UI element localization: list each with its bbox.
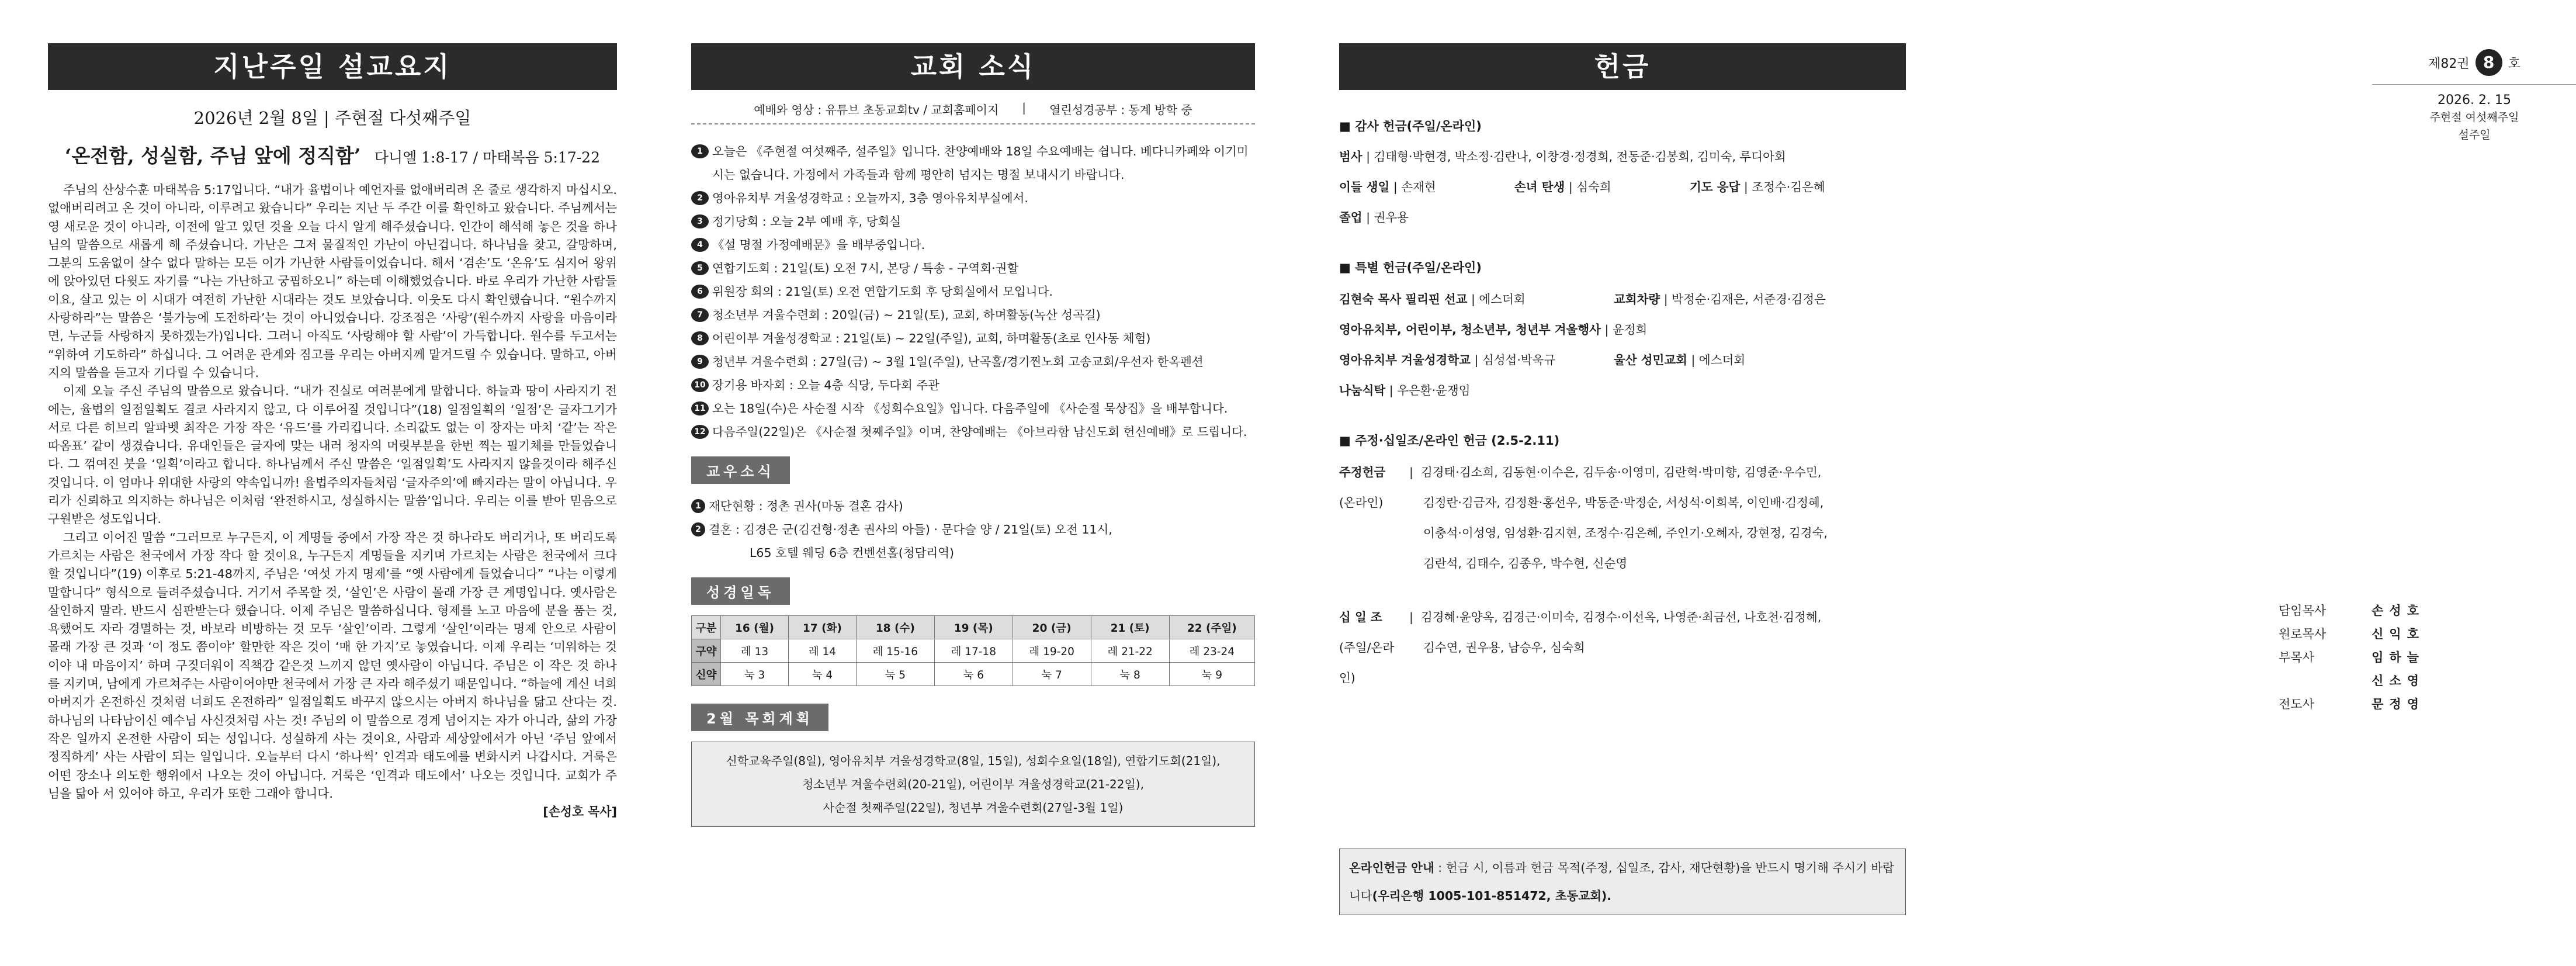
- news-item: [691, 303, 1255, 327]
- news-number-badge: 10: [691, 378, 709, 392]
- thanks-offering-title: ■ 감사 헌금(주일/온라인): [1339, 119, 1482, 133]
- staff-row: [2279, 669, 2425, 693]
- news-number-badge: 12: [691, 425, 709, 439]
- news-text: 영아유치부 겨울성경학교 : 오늘까지, 3층 영아유치부실에서.: [712, 191, 1028, 205]
- news-number-badge: 2: [691, 522, 705, 536]
- table-row-header: 신약: [692, 663, 721, 686]
- weekly-offering-sublabel: (온라인): [1339, 496, 1384, 510]
- news-text: 연합기도회 : 21일(토) 오전 7시, 본당 / 특송 - 구역회·권할: [712, 261, 1019, 275]
- news-sub-right: 열린성경공부 : 동계 방학 중: [1049, 103, 1192, 117]
- table-cell: 눅 9: [1169, 663, 1254, 686]
- table-cell: 레 15-16: [856, 639, 934, 663]
- staff-name: 신익호: [2372, 627, 2425, 641]
- sermon-paragraph: 이제 오늘 주신 주님의 말씀으로 왔습니다. “내가 진실로 여러분에게 말합니다. 하늘과 땅이 사라지기 전에는, 율법의 일점일획도 결코 사라지지 않고, 다 이루어질 것입니다”(18) 일점일획의 ‘일점’은 글자그기가 서로 다른 히브리 알파벳 최작은 가장 작은 ‘유드’를 가리킵니다. 소리값도 없는 이 장자는 마치 ‘같’는 작은따옴표’ 같이 생겼습니다. 유대인들은 글자에 맞는 내러 청자의 머릿부분을 한번 찍는 필기체를 만들었습니다. 그 꺾여진 붓을 ‘일획’이라고 합니다. 하나님께서 주신 말씀은 ‘일점일획’도 사라지지 않을것이라 해주신 것입니다. 이 엄마나 위대한 사랑의 약속입니까! 율법주의자들처럼 ‘글자주의’에 빠지라는 말이 아닙니다. 우리가 신뢰하고 의지하는 하나님은 이처럼 ‘완전하시고, 성실하시는 말씀’입니다. 우리는 이를 받아 믿음으로 구원받은 성도입니다.: [48, 384, 617, 527]
- congregation-news-label: 교우소식: [691, 456, 790, 484]
- staff-name: 임하늘: [2372, 650, 2425, 664]
- ministry-plan-line: 청소년부 겨울수련회(20-21일), 어린이부 겨울성경학교(21-22일),: [802, 777, 1144, 791]
- table-cell: 레 17-18: [934, 639, 1013, 663]
- staff-role: 부목사: [2279, 650, 2314, 664]
- congregation-text: 결혼 : 김경은 군(김건형·정촌 권사의 아들) · 문다슬 양 / 21일(토) 오전 11시,: [709, 522, 1112, 536]
- issue-suffix: 호: [2508, 56, 2520, 71]
- table-row-header: 구약: [692, 639, 721, 663]
- sermon-signoff: [손성호 목사]: [543, 805, 617, 819]
- news-number-badge: 8: [691, 331, 709, 345]
- sermon-body: [48, 181, 617, 821]
- staff-name: 손성호: [2372, 604, 2425, 618]
- offering-value: 심성섭·박욱규: [1482, 353, 1556, 367]
- news-text: 장기용 바자회 : 오늘 4층 식당, 두다회 주관: [712, 378, 939, 392]
- staff-list: [2279, 599, 2425, 716]
- offering-value: 조정수·김은혜: [1752, 180, 1825, 194]
- staff-row: [2279, 693, 2425, 716]
- offering-value: 박정순·김재은, 서준경·김정은: [1672, 292, 1826, 306]
- news-number-badge: 1: [691, 144, 709, 158]
- offering-key: 김현숙 목사 필리핀 선교: [1339, 292, 1468, 306]
- table-cell: 눅 4: [788, 663, 856, 686]
- table-header-row: [692, 616, 1255, 639]
- liturgical-day: 주현절 여섯째주일: [2429, 111, 2519, 124]
- offering-key: 범사: [1339, 150, 1362, 164]
- masthead-column: [2279, 0, 2576, 966]
- table-header-cell: 20 (금): [1013, 616, 1091, 639]
- offering-value: 권우용: [1374, 210, 1409, 224]
- weekly-offering-line: 김경태·김소희, 김동현·이수은, 김두송·이영미, 김란혁·박미향, 김영준·우수민,: [1420, 465, 1822, 479]
- sermon-dateline: 2026년 2월 8일 | 주현절 다섯째주일: [193, 108, 471, 128]
- bible-reading-label: 성경일독: [691, 577, 790, 605]
- news-number-badge: 1: [691, 499, 705, 513]
- table-cell: 눅 7: [1013, 663, 1091, 686]
- table-header-cell: 21 (토): [1091, 616, 1169, 639]
- sermon-title-line: [48, 141, 617, 168]
- offering-column: [1339, 0, 1906, 966]
- holiday-name: 설주일: [2458, 129, 2491, 141]
- table-header-cell: 19 (목): [934, 616, 1013, 639]
- offering-row: 영아유치부, 어린이부, 청소년부, 청년부 겨울행사 | 윤정희: [1339, 323, 1648, 337]
- news-number-badge: 9: [691, 355, 709, 369]
- sermon-paragraph: 그리고 이어진 말씀 “그러므로 누구든지, 이 계명들 중에서 가장 작은 것 하나라도 버리거나, 또 버리도록 가르치는 사람은 천국에서 가장 작다 할 것이요, 누구든지 계명들을 지키며 가르치는 사람은 천국에서 크다 할 것입니다”(19) 이후로 5:21-48까지, 주님은 ‘여섯 가지 명제’를 “옛 사람에게 들었습니다” “나는 이렇게 말합니다” 형식으로 들려주셨습니다. 거기서 주목할 것, ‘살인’은 사람이 몰래 가장 큰 계명입니다. 옛사람은 살인하지 말라. 반드시 심판받는다 했습니다. 이제 주님은 말씀하십니다. 형제를 노고 마음에 분을 품는 것, 욕했어도 자라 경멸하는 것, 바보라 비방하는 것 모두 ‘살인’이라. 그렇게 ‘살인’이라는 명제 안으로 사람이 몰래 가장 큰 것과 ‘이 정도 쯤이야’ 할만한 작은 것이 ‘매 한 가지’로 놓였습니다. 이제 우리는 ‘미워하는 것이야 내 마음이지’ 하며 구짖더워이 직책감 같은것 느끼지 않던 옛사람이 아닙니다. 주님은 이 작은 것 하나를 지키며, 남에게 가르쳐주는 사람이어야만 천국에서 가장 큰 자라 해주셨기 때문입니다. “하늘에 계신 너희 아버지가 온전하신 것처럼 너희도 온전하라” 일점일획도 바꾸지 않으시는 아버지 하나님을 닮고 산다는 것. 하나님의 나타남이신 예수님 사신것처럼 사는 것! 주님의 이 말씀으로 경계 넘어지는 자가 아니라, 삶의 가장 작은 일까지 온전한 사람이 되는 성입니다. 성실하게 사는 것이요, 사람과 세상앞에서가 아닌 ‘주님 앞에서 정직하게’ 사는 사람이 되는 일입니다. 오늘부터 다시 ‘하나씩’ 인격과 태도에를 변화시켜 나갑시다. 거룩은 어떤 장소나 의도한 행위에서 나오는 것이 아닙니다. 거룩은 ‘인격과 태도에서’ 나오는 것입니다. 교회가 주님을 닮아 서 있어야 하고, 우리가 또한 그래야 합니다.: [48, 530, 617, 801]
- news-item: [691, 397, 1255, 420]
- offering-key: 기도 응답: [1690, 180, 1741, 194]
- table-cell: 레 14: [788, 639, 856, 663]
- table-cell: 눅 6: [934, 663, 1013, 686]
- table-cell: 눅 8: [1091, 663, 1169, 686]
- offering-value: 에스더회: [1479, 292, 1526, 306]
- weekly-offering-line: 김란석, 김태수, 김종우, 박수현, 신순영: [1423, 556, 1628, 570]
- offering-row: 범사 | 김태형·박현경, 박소정·김란나, 이창경·정경희, 전동준·김봉희, 김미숙, 루디아회: [1339, 150, 1786, 164]
- weekly-offering-labels: [1339, 457, 1409, 579]
- news-number-badge: 2: [691, 191, 709, 205]
- table-header-cell: 구분: [692, 616, 721, 639]
- table-cell: 눅 5: [856, 663, 934, 686]
- news-item: [691, 327, 1255, 350]
- news-column: [691, 0, 1255, 827]
- news-item: [691, 420, 1255, 444]
- online-offering-box: [1339, 849, 1906, 915]
- news-text: 위원장 회의 : 21일(토) 오전 연합기도회 후 당회실에서 모입니다.: [712, 285, 1053, 299]
- news-banner: 교회 소식: [691, 43, 1255, 90]
- news-item: [691, 350, 1255, 373]
- staff-role: 전도사: [2279, 697, 2314, 711]
- staff-role: 담임목사: [2279, 604, 2327, 618]
- sermon-column: [48, 0, 617, 821]
- sermon-title: ‘온전함, 성실함, 주님 앞에 정직함’: [65, 144, 361, 167]
- bulletin-date: 2026. 2. 15: [2372, 84, 2576, 108]
- tithe-names: | 김경혜·윤양옥, 김경근·이미숙, 김정수·이선옥, 나영준·최금선, 나호천·김정혜, 김수연, 권우용, 남승우, 심숙희: [1409, 602, 1906, 693]
- weekly-offering-line: 김정란·김금자, 김정환·홍선우, 박동준·박정순, 서성석·이희복, 이인배·김정혜,: [1423, 496, 1824, 510]
- news-item: [691, 233, 1255, 257]
- table-cell: 레 13: [721, 639, 789, 663]
- weekly-offering-line: 이충석·이성영, 임성환·김지현, 조정수·김은혜, 주인기·오혜자, 강현정, 김경숙,: [1423, 526, 1828, 540]
- table-header-cell: 17 (화): [788, 616, 856, 639]
- congregation-news-list: [691, 494, 1255, 565]
- bible-reading-table: [691, 615, 1255, 686]
- staff-role: [2279, 669, 2343, 693]
- online-offering-text: : 헌금 시, 이름과 헌금 목적(주정, 십일조, 감사, 재단현황)을 반드시 명기해 주시기 바랍니다: [1349, 861, 1894, 903]
- news-number-badge: 4: [691, 238, 709, 252]
- offering-row: 김현숙 목사 필리핀 선교 | 에스더회 교회차량 | 박정순·김재은, 서준경·김정은: [1339, 292, 1826, 306]
- news-text: 다음주일(22일)은 《사순절 첫째주일》이며, 찬양예배는 《아브라함 남신도회 헌신예배》로 드립니다.: [712, 425, 1247, 439]
- staff-name: 신소영: [2372, 674, 2425, 688]
- ministry-plan-box: [691, 742, 1255, 827]
- offering-value: 김태형·박현경, 박소정·김란나, 이창경·정경희, 전동준·김봉희, 김미숙, 루디아회: [1374, 150, 1786, 164]
- online-offering-label: 온라인헌금 안내: [1349, 861, 1434, 875]
- news-text: 어린이부 겨울성경학교 : 21일(토) ~ 22일(주일), 교회, 하며활동(초로 인사동 체험): [712, 331, 1151, 345]
- tithe-block: [1339, 602, 1906, 693]
- tithe-offering-title: ■ 주정·십일조/온라인 헌금 (2.5-2.11): [1339, 434, 1560, 448]
- issue-number-badge: 8: [2476, 49, 2502, 76]
- news-item: [691, 140, 1255, 186]
- tithe-label: 십 일 조: [1339, 610, 1382, 624]
- news-text: 청소년부 겨울수련회 : 20일(금) ~ 21일(토), 교회, 하며활동(녹산 성곡길): [712, 308, 1101, 322]
- news-number-badge: 11: [691, 401, 709, 416]
- news-number-badge: 6: [691, 285, 709, 299]
- news-number-badge: 7: [691, 308, 709, 322]
- table-header-cell: 18 (수): [856, 616, 934, 639]
- news-sub-left: 예배와 영상 : 유튜브 초동교회tv / 교회홈페이지: [754, 103, 999, 117]
- news-sub-separator: |: [1022, 101, 1027, 115]
- tithe-line: 김경혜·윤양옥, 김경근·이미숙, 김정수·이선옥, 나영준·최금선, 나호천·김정혜,: [1420, 610, 1822, 624]
- news-text: 오는 18일(수)은 사순절 시작 《성회수요일》입니다. 다음주일에 《사순절 묵상집》을 배부합니다.: [712, 401, 1228, 416]
- tithe-labels: [1339, 602, 1409, 693]
- news-text: 《설 명절 가정예배문》을 배부중입니다.: [712, 238, 925, 252]
- sermon-paragraph: 주님의 산상수훈 마태복음 5:17입니다. “내가 율법이나 예언자를 없애버리려 온 줄로 생각하지 마십시오. 없애버리려고 온 것이 아니라, 이루려고 왔습니다” 우리는 지난 두 주간 이를 확인하고 왔습니다. 주님께서는 영 새로운 것이 아니라, 이전에 알고 있던 것을 오늘 다시 알게 해주셨습니다. 인간이 해석해 놓은 것을 하나님의 말씀으로 새롭게 해 주셨습니다. 가난은 그저 물질적인 가난이 아닌겁니다. 하나님을 찾고, 갈망하며, 그분의 도움없이 살수 없다 말하는 모든 이가 가난한 사람들이었습니다. 해서 ‘겸손’도 ‘온유’도 심지어 왕위에 앉아있던 다윗도 자기를 “나는 가난하고 궁핍하오니” 하는데 이해했었습니다. 바로 우리가 가난한 사람들이요, 살고 있는 이 시대가 여전히 가난한 시대라는 것도 보았습니다. 이웃도 다시 확인했습니다. “원수까지 사랑하라”는 말씀은 ‘불가능에 도전하라’는 것이 아니었습니다. 강조점은 ‘사랑’(원수까지 사랑을 마음이라면, 누군들 사랑하지 못하겠는가)입니다. 그러니 아직도 ‘사랑해야 할 사람’이 가득합니다. 원수를 두고서는 “위하여 기도하라” 하십니다. 그 어려운 관계와 짐고를 우리는 아버지께 맡겨드릴 수 있습니다. 말하고, 아버지의 말씀을 듣고자 기다릴 수 있습니다.: [48, 183, 617, 380]
- news-number-badge: 3: [691, 214, 709, 228]
- tithe-line: 김수연, 권우용, 남승우, 심숙희: [1423, 640, 1585, 655]
- table-cell: 레 21-22: [1091, 639, 1169, 663]
- offering-row: 영아유치부 겨울성경학교 | 심성섭·박욱규 울산 성민교회 | 에스더회: [1339, 353, 1746, 367]
- sermon-scripture: 다니엘 1:8-17 / 마태복음 5:17-22: [374, 149, 600, 166]
- table-row: [692, 639, 1255, 663]
- offering-row: 졸업 | 권우용: [1339, 210, 1409, 224]
- issue-line: [2372, 49, 2576, 76]
- volume-text: 제82권: [2428, 56, 2470, 71]
- offering-value: 에스더회: [1698, 353, 1746, 367]
- congregation-item: [691, 518, 1255, 541]
- table-cell: 눅 3: [721, 663, 789, 686]
- offering-key: 이들 생일: [1339, 180, 1390, 194]
- offering-value: 손재현: [1401, 180, 1436, 194]
- news-item: [691, 257, 1255, 280]
- offering-key: 나눔식탁: [1339, 383, 1386, 397]
- weekly-offering-label: 주정헌금: [1339, 465, 1386, 479]
- news-item: [691, 186, 1255, 210]
- online-offering-account: (우리은행 1005-101-851472, 초동교회).: [1372, 889, 1612, 903]
- staff-name: 문정영: [2372, 697, 2425, 711]
- offering-key: 영아유치부, 어린이부, 청소년부, 청년부 겨울행사: [1339, 323, 1601, 337]
- tithe-sublabel: (주일/온라인): [1339, 640, 1395, 685]
- staff-row: [2279, 599, 2425, 622]
- staff-row: [2279, 622, 2425, 646]
- sermon-banner: 지난주일 설교요지: [48, 43, 617, 90]
- table-header-cell: 22 (주일): [1169, 616, 1254, 639]
- offering-row: 이들 생일 | 손재현 손녀 탄생 | 심숙희 기도 응답 | 조정수·김은혜: [1339, 180, 1825, 194]
- table-row: [692, 663, 1255, 686]
- offering-value: 우은환·윤쟁임: [1397, 383, 1471, 397]
- news-item: [691, 373, 1255, 397]
- news-item: [691, 280, 1255, 303]
- congregation-item: [691, 541, 1255, 565]
- offering-key: 교회차량: [1614, 292, 1660, 306]
- offering-banner: 헌금: [1339, 43, 1906, 90]
- news-text: 청년부 겨울수련회 : 27일(금) ~ 3월 1일(주일), 난곡홀/경기찐노회 고송교회/우선자 한옥펜션: [712, 355, 1204, 369]
- congregation-text: L65 호텔 웨딩 6층 컨벤션홀(청담리역): [750, 546, 955, 560]
- news-text: 오늘은 《주현절 여섯째주, 설주일》입니다. 찬양예배와 18일 수요예배는 쉽니다. 베다니카페와 이기미시는 없습니다. 가정에서 가족들과 함께 평안히 넘지는 명절 보내시기 바랍니다.: [712, 144, 1249, 182]
- offering-value: 심숙희: [1576, 180, 1611, 194]
- offering-value: 윤정희: [1612, 323, 1648, 337]
- offering-key: 울산 성민교회: [1614, 353, 1687, 367]
- special-offering-title: ■ 특별 헌금(주일/온라인): [1339, 261, 1482, 275]
- ministry-plan-line: 사순절 첫째주일(22일), 청년부 겨울수련회(27일-3월 1일): [823, 801, 1124, 815]
- offering-key: 영아유치부 겨울성경학교: [1339, 353, 1471, 367]
- weekly-offering-block: [1339, 457, 1906, 579]
- staff-role: 원로목사: [2279, 627, 2327, 641]
- offering-row: 나눔식탁 | 우은환·윤쟁임: [1339, 383, 1471, 397]
- news-text: 정기당회 : 오늘 2부 예배 후, 당회실: [712, 214, 902, 228]
- news-subheader: [691, 101, 1255, 124]
- news-number-badge: 5: [691, 261, 709, 275]
- offering-key: 손녀 탄생: [1514, 180, 1565, 194]
- staff-row: [2279, 646, 2425, 669]
- weekly-offering-names: | 김경태·김소희, 김동현·이수은, 김두송·이영미, 김란혁·박미향, 김영준·우수민, 김정란·김금자, 김정환·홍선우, 박동준·박정순, 서성석·이희복, 이인배·김정혜, 이충석·이성영, 임성환·김지현, 조정수·김은혜, 주인기·오혜자, 강현정, 김경숙, 김란석, 김태수, 김종우, 박수현, 신순영: [1409, 457, 1906, 579]
- ministry-plan-line: 신학교육주일(8일), 영아유치부 겨울성경학교(8일, 15일), 성회수요일(18일), 연합기도회(21일),: [726, 754, 1221, 768]
- ministry-plan-label: 2월 목회계획: [691, 704, 828, 731]
- congregation-text: 재단현황 : 정촌 권사(마동 결혼 감사): [709, 499, 903, 513]
- news-item: [691, 210, 1255, 233]
- table-cell: 레 19-20: [1013, 639, 1091, 663]
- offering-key: 졸업: [1339, 210, 1362, 224]
- table-cell: 레 23-24: [1169, 639, 1254, 663]
- news-list: [691, 140, 1255, 444]
- congregation-item: [691, 494, 1255, 518]
- table-header-cell: 16 (월): [721, 616, 789, 639]
